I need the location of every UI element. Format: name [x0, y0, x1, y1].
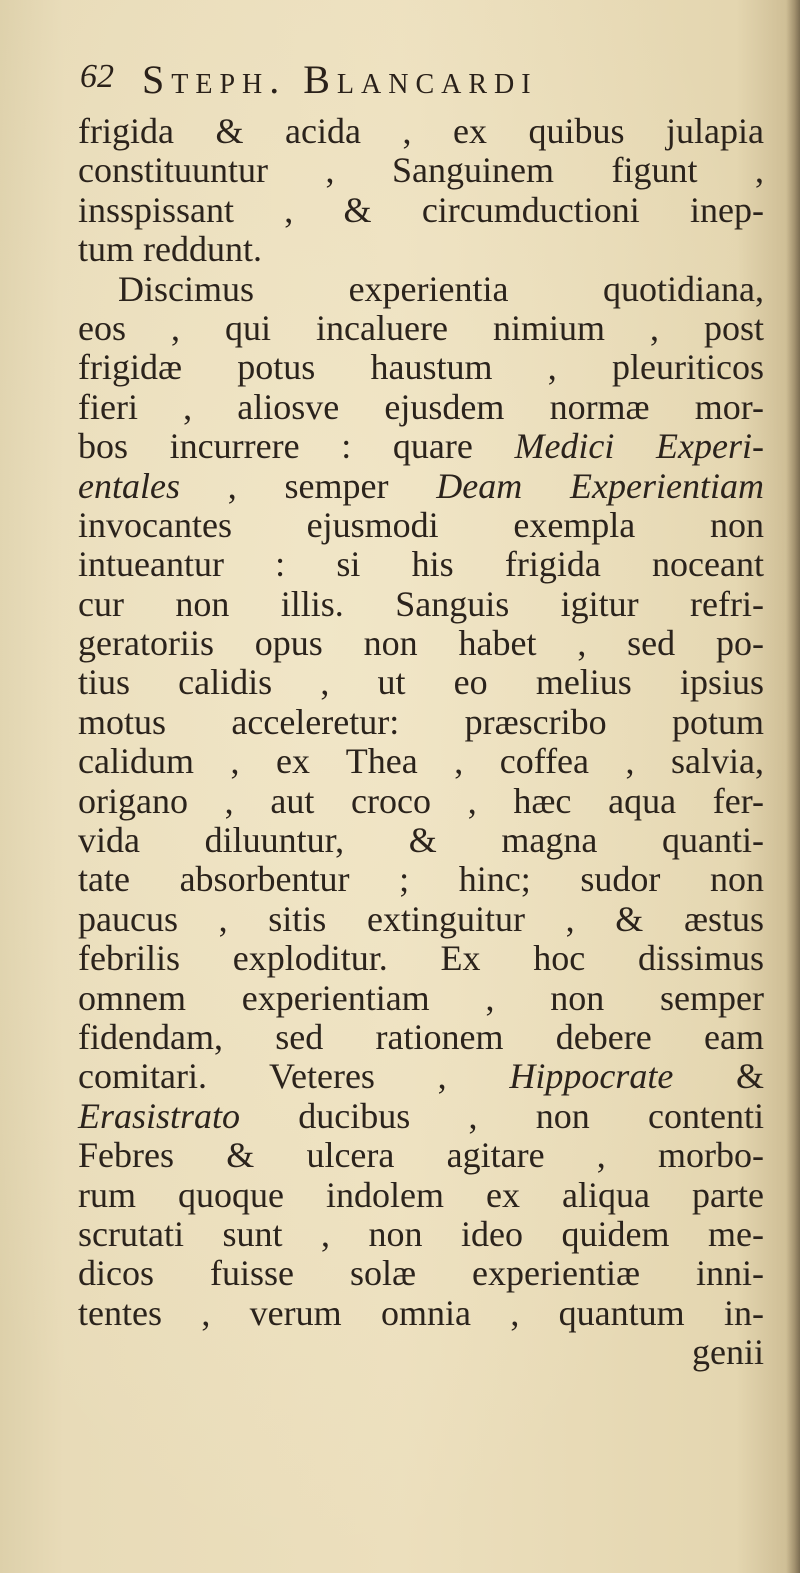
text-segment: origano , aut croco , hæc aqua fer-	[78, 780, 764, 821]
running-head: Steph. Blancardi	[142, 57, 538, 102]
text-segment: geratoriis opus non habet , sed po-	[78, 623, 764, 664]
text-line	[78, 1254, 764, 1293]
text-segment: vida diluuntur, & magna quanti-	[78, 820, 764, 861]
text-segment: tius calidis , ut eo melius ipsius	[78, 662, 764, 703]
italic-text: Deam Experientiam	[436, 465, 764, 506]
text-line	[78, 1176, 764, 1215]
body-text	[78, 112, 764, 1373]
italic-text: Medici Experi-	[514, 426, 764, 467]
text-line	[78, 1057, 764, 1096]
text-segment: constituuntur , Sanguinem figunt ,	[78, 150, 764, 191]
text-line	[78, 309, 764, 348]
text-line	[78, 467, 764, 506]
text-segment: &	[673, 1056, 764, 1097]
text-line	[78, 388, 764, 427]
text-line	[78, 506, 764, 545]
text-line	[78, 1215, 764, 1254]
text-segment: rum quoque indolem ex aliqua parte	[78, 1174, 764, 1215]
italic-text: Erasistrato	[78, 1095, 241, 1136]
text-line	[78, 979, 764, 1018]
text-line	[78, 191, 764, 230]
text-segment: Febres & ulcera agitare , morbo-	[78, 1135, 764, 1176]
text-segment: scrutati sunt , non ideo quidem me-	[78, 1213, 764, 1254]
text-line	[78, 230, 764, 269]
text-segment: ducibus , non contenti	[240, 1095, 764, 1136]
text-line	[78, 703, 764, 742]
text-line	[78, 900, 764, 939]
text-segment: calidum , ex Thea , coffea , salvia,	[78, 741, 764, 782]
text-segment: cur non illis. Sanguis igitur refri-	[78, 583, 764, 624]
text-segment: paucus , sitis extinguitur , & æstus	[78, 898, 764, 939]
text-segment: intueantur : si his frigida noceant	[78, 544, 764, 585]
text-line	[78, 821, 764, 860]
text-segment: fidendam, sed rationem debere eam	[78, 1016, 764, 1057]
text-segment: frigida & acida , ex quibus julapia	[78, 111, 764, 151]
text-segment: tentes , verum omnia , quantum in-	[78, 1292, 764, 1333]
text-line	[78, 782, 764, 821]
text-segment: , semper	[179, 465, 437, 506]
text-line	[78, 939, 764, 978]
text-segment: omnem experientiam , non semper	[78, 977, 764, 1018]
text-line	[78, 545, 764, 584]
text-segment: tum reddunt.	[78, 229, 262, 270]
text-line	[78, 270, 764, 309]
text-segment: motus acceleretur: præscribo potum	[78, 701, 764, 742]
text-line	[78, 663, 764, 702]
text-segment: Discimus experientia quotidiana,	[118, 268, 764, 309]
text-line	[78, 348, 764, 387]
italic-text: Hippocrate	[509, 1056, 674, 1097]
text-line	[78, 742, 764, 781]
text-line	[78, 585, 764, 624]
italic-text: entales	[78, 465, 180, 506]
text-segment: febrilis exploditur. Ex hoc dissimus	[78, 938, 764, 979]
text-segment: frigidæ potus haustum , pleuriticos	[78, 347, 764, 388]
text-segment: fieri , aliosve ejusdem normæ mor-	[78, 386, 764, 427]
text-segment: invocantes ejusmodi exempla non	[78, 504, 764, 545]
text-line	[78, 112, 764, 151]
text-line	[78, 624, 764, 663]
text-segment: tate absorbentur ; hinc; sudor non	[78, 859, 764, 900]
text-segment: insspissant , & circumductioni inep-	[78, 189, 764, 230]
text-line	[78, 1136, 764, 1175]
text-segment: comitari. Veteres ,	[78, 1056, 510, 1097]
text-line	[78, 1097, 764, 1136]
text-line	[78, 151, 764, 190]
text-segment: eos , qui incaluere nimium , post	[78, 307, 764, 348]
page-gutter-shadow	[786, 0, 800, 1573]
page-number: 62	[80, 58, 114, 95]
text-line	[78, 1018, 764, 1057]
catchword	[78, 1333, 764, 1372]
text-segment: dicos fuisse solæ experientiæ inni-	[78, 1253, 764, 1294]
page-header	[80, 56, 760, 106]
text-line	[78, 1294, 764, 1333]
text-segment: bos incurrere : quare	[78, 426, 515, 467]
text-segment: genii	[692, 1332, 764, 1373]
text-line	[78, 860, 764, 899]
text-line	[78, 427, 764, 466]
